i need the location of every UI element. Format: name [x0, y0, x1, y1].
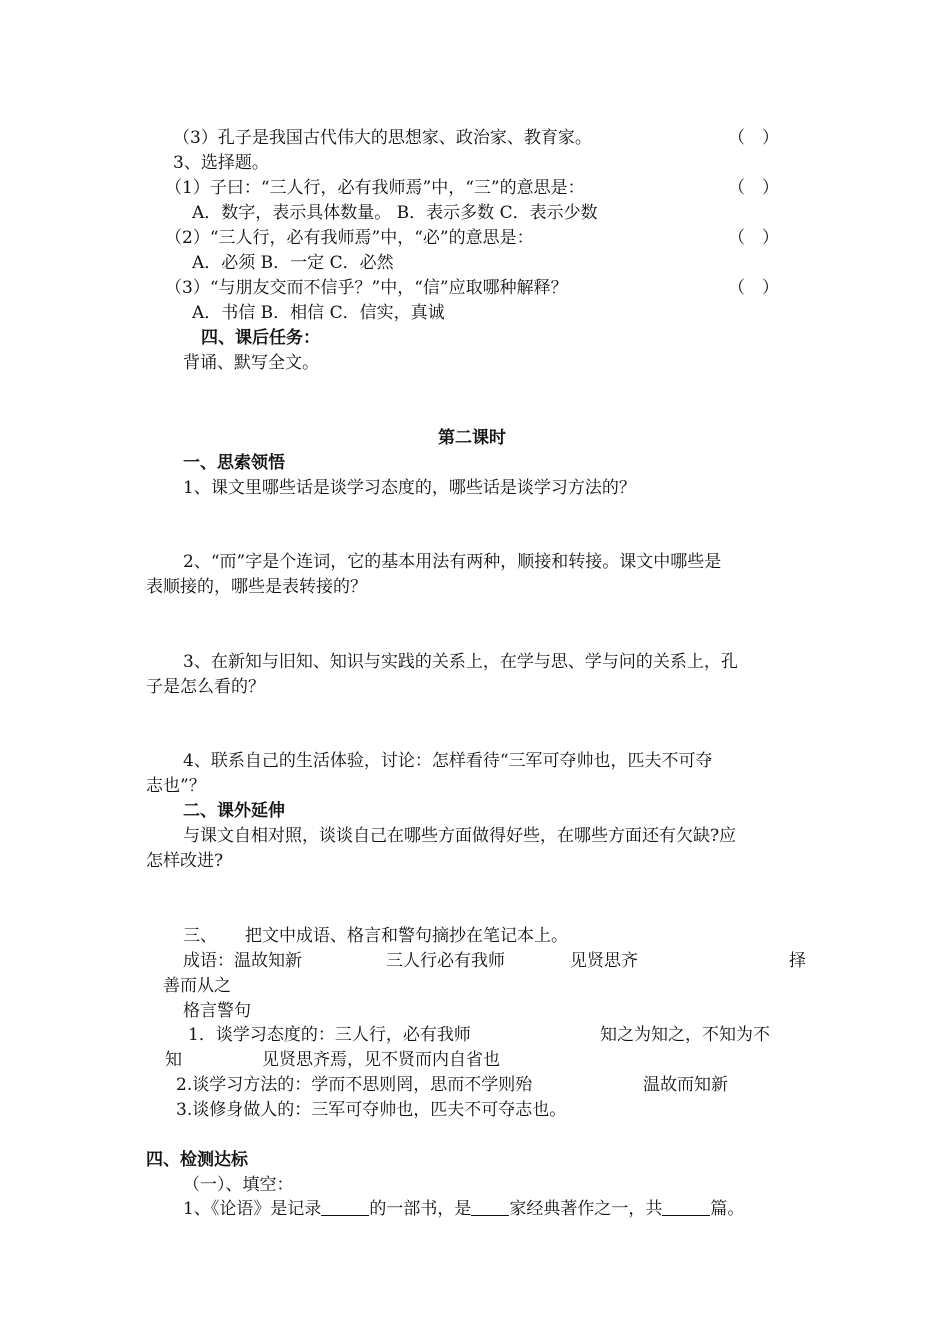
question-2-line2: 表顺接的，哪些是表转接的？ — [146, 577, 367, 597]
answer-paren: （ ） — [728, 128, 779, 148]
maxims-label: 格言警句 — [183, 1001, 251, 1021]
fill-text-1: 1、《论语》是记录 — [183, 1199, 322, 1219]
section-title-extension: 二、课外延伸 — [183, 801, 285, 821]
extension-line1: 与课文自相对照，谈谈自己在哪些方面做得好些，在哪些方面还有欠缺?应 — [183, 826, 737, 846]
fill-in-question-1 — [183, 1199, 744, 1219]
blank-3[interactable] — [662, 1199, 710, 1216]
fill-text-4: 篇。 — [710, 1199, 745, 1219]
extension-line2: 怎样改进? — [146, 851, 224, 871]
maxim-3: 3.谈修身做人的：三军可夺帅也，匹夫不可夺志也。 — [176, 1100, 567, 1120]
maxim-1c: 知 — [165, 1050, 182, 1070]
section-title-task: 四、课后任务： — [201, 328, 320, 348]
section-title-test: 四、检测达标 — [146, 1150, 248, 1170]
fill-in-subtitle: （一）、填空： — [183, 1175, 294, 1195]
answer-paren: （ ） — [728, 228, 779, 248]
choice-options-3: A．书信 B．相信 C．信实，真诚 — [192, 303, 445, 323]
section-3-number: 三、 — [183, 926, 217, 946]
answer-paren: （ ） — [728, 178, 779, 198]
question-4-line2: 志也”？ — [146, 776, 206, 796]
maxim-1b: 知之为知之，不知为不 — [600, 1025, 770, 1045]
maxim-1a: 1．谈学习态度的：三人行，必有我师 — [188, 1025, 471, 1045]
maxim-1d: 见贤思齐焉，见不贤而内自省也 — [262, 1050, 500, 1070]
section-title-reflect: 一、思索领悟 — [183, 453, 285, 473]
idiom-3: 见贤思齐 — [570, 951, 638, 971]
maxim-2a: 2.谈学习方法的：学而不思则罔，思而不学则殆 — [176, 1075, 533, 1095]
section-3-text: 把文中成语、格言和警句摘抄在笔记本上。 — [245, 926, 568, 946]
fill-text-2: 的一部书，是 — [369, 1199, 472, 1219]
idiom-4-end: 善而从之 — [163, 976, 231, 996]
question-3-line1: 3、在新知与旧知、知识与实践的关系上，在学与思、学与问的关系上，孔 — [183, 652, 738, 672]
fill-text-3: 家经典著作之一，共 — [509, 1199, 663, 1219]
choice-options-2: A．必须 B．一定 C．必然 — [192, 253, 394, 273]
choice-question-1: （1）子曰：“三人行，必有我师焉”中，“三”的意思是： — [165, 178, 585, 198]
question-2-line1: 2、“而”字是个连词，它的基本用法有两种，顺接和转接。课文中哪些是 — [183, 552, 722, 572]
blank-2[interactable] — [471, 1199, 509, 1216]
choice-question-3: （3）“与朋友交而不信乎？”中，“信”应取哪种解释？ — [165, 278, 568, 298]
blank-1[interactable] — [321, 1199, 369, 1216]
choice-question-2: （2）“三人行，必有我师焉”中，“必”的意思是： — [165, 228, 534, 248]
idiom-4-start: 择 — [789, 951, 806, 971]
question-1: 1、课文里哪些话是谈学习态度的，哪些话是谈学习方法的？ — [183, 478, 636, 498]
question-3-line2: 子是怎么看的？ — [146, 677, 265, 697]
maxim-2b: 温故而知新 — [643, 1075, 728, 1095]
answer-paren: （ ） — [728, 278, 779, 298]
section-title-choice: 3、选择题。 — [173, 153, 269, 173]
choice-options-1: A．数字，表示具体数量。 B．表示多数 C．表示少数 — [192, 203, 598, 223]
task-text: 背诵、默写全文。 — [183, 353, 319, 373]
idiom-2: 三人行必有我师 — [386, 951, 505, 971]
idioms-label: 成语：温故知新 — [183, 951, 302, 971]
judge-question-3: （3）孔子是我国古代伟大的思想家、政治家、教育家。 — [173, 128, 592, 148]
lesson-title: 第二课时 — [438, 428, 506, 448]
question-4-line1: 4、联系自己的生活体验，讨论：怎样看待“三军可夺帅也，匹夫不可夺 — [183, 751, 713, 771]
